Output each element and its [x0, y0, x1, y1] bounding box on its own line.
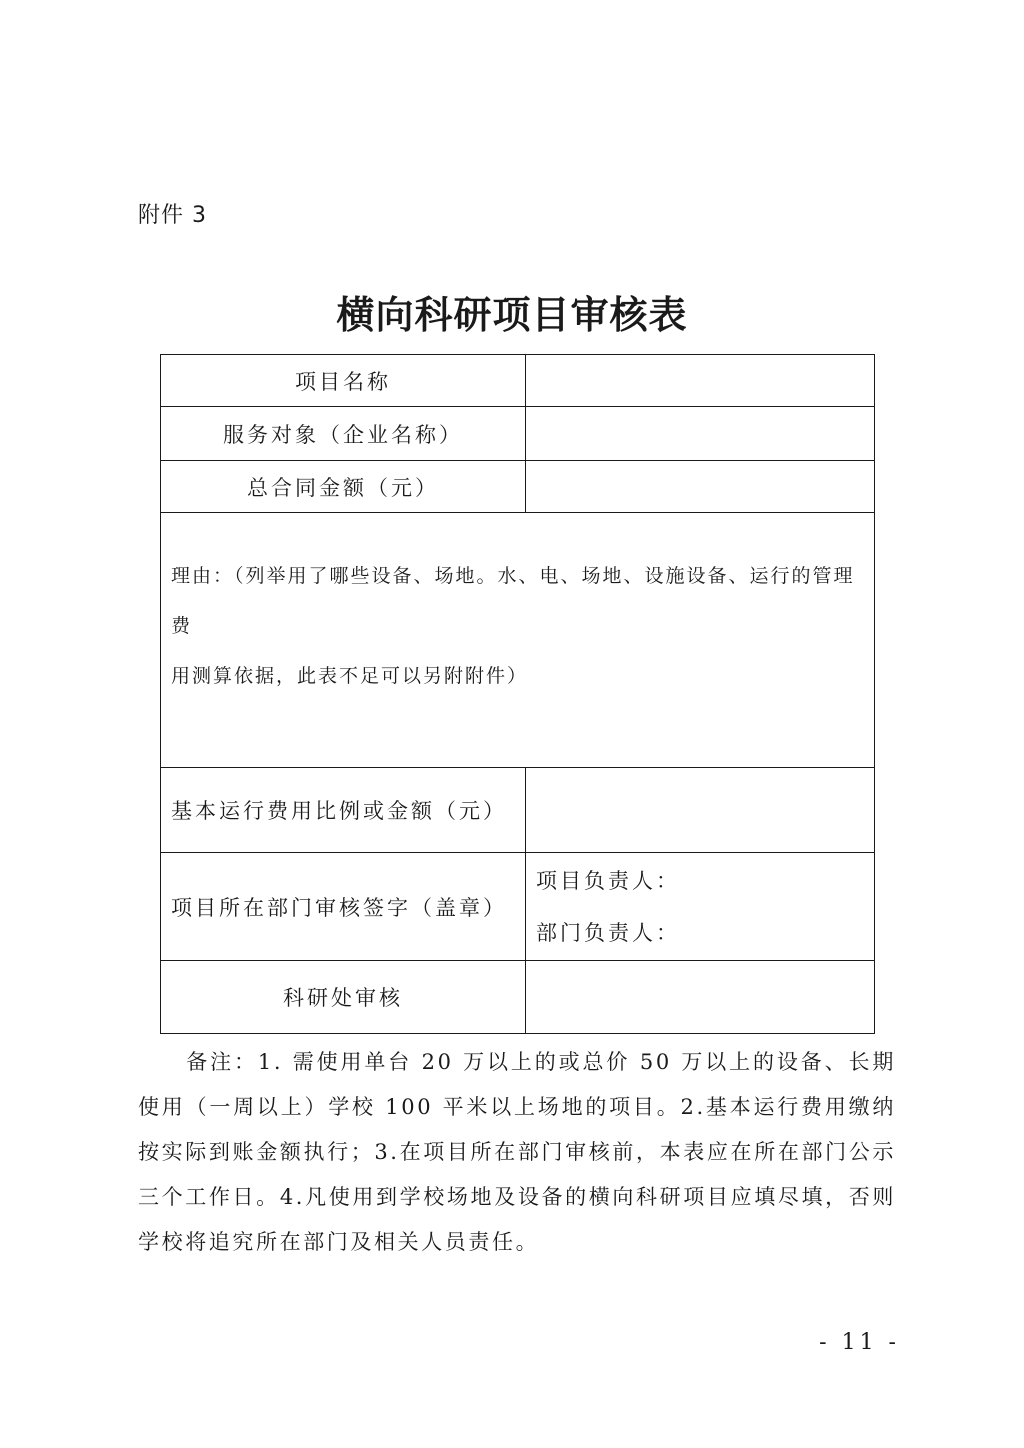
review-form-table — [160, 354, 875, 1034]
row-contract-amount — [161, 461, 875, 513]
project-name-field[interactable] — [526, 355, 875, 407]
reason-field[interactable] — [161, 513, 875, 768]
dept-leader-label: 部门负责人： — [536, 920, 680, 945]
dept-review-signatures[interactable] — [526, 853, 875, 961]
reason-line-2: 用测算依据，此表不足可以另附附件） — [171, 665, 529, 687]
row-dept-review — [161, 853, 875, 961]
contract-amount-label: 总合同金额（元） — [161, 461, 526, 513]
basic-cost-label: 基本运行费用比例或金额（元） — [161, 768, 526, 853]
service-target-field[interactable] — [526, 407, 875, 461]
contract-amount-field[interactable] — [526, 461, 875, 513]
row-project-name — [161, 355, 875, 407]
note-paragraph — [138, 1040, 896, 1265]
project-name-label: 项目名称 — [161, 355, 526, 407]
research-office-field[interactable] — [526, 961, 875, 1034]
project-leader-label: 项目负责人： — [536, 868, 680, 893]
basic-cost-field[interactable] — [526, 768, 875, 853]
attachment-label: 附件 3 — [138, 203, 207, 228]
row-research-office — [161, 961, 875, 1034]
row-service-target — [161, 407, 875, 461]
row-basic-cost — [161, 768, 875, 853]
reason-line-1: 理由：（列举用了哪些设备、场地。水、电、场地、设施设备、运行的管理费 — [171, 565, 855, 637]
dept-review-label: 项目所在部门审核签字（盖章） — [161, 853, 526, 961]
page-number: - 11 - — [819, 1330, 900, 1355]
research-office-label: 科研处审核 — [161, 961, 526, 1034]
row-reason — [161, 513, 875, 768]
form-title: 横向科研项目审核表 — [336, 292, 688, 337]
service-target-label: 服务对象（企业名称） — [161, 407, 526, 461]
note-text: 备注：1. 需使用单台 20 万以上的或总价 50 万以上的设备、长期使用（一周以上）学校 100 平米以上场地的项目。2.基本运行费用缴纳按实际到账金额执行；3.在项目所在部门审核前，本表应在所在部门公示三个工作日。4.凡使用到学校场地及设备的横向科研项目应填尽填，否则学校将追究所在部门及相关人员责任。 — [138, 1050, 896, 1254]
